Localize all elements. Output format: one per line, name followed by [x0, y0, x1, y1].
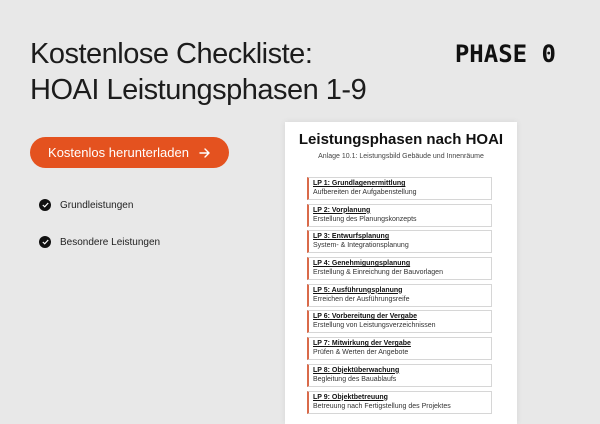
phase-item: [307, 204, 492, 227]
phase-title: LP 9: Objektbetreuung: [313, 393, 388, 401]
phase-title: LP 1: Grundlagenermittlung: [313, 180, 406, 187]
phase-title: LP 6: Vorbereitung der Vergabe: [313, 313, 417, 321]
feature-item: [39, 198, 160, 212]
phase-description: Betreuung nach Fertigstellung des Projektes: [313, 402, 451, 410]
phase-description: Aufbereiten der Aufgabenstellung: [313, 189, 417, 196]
phase-description: Erreichen der Ausführungsreife: [313, 295, 410, 303]
phase-title: LP 2: Vorplanung: [313, 206, 371, 214]
feature-item: [39, 235, 160, 249]
phase-item: [307, 364, 492, 387]
download-button[interactable]: [30, 137, 229, 168]
phase-description: Erstellung & Einreichung der Bauvorlagen: [313, 269, 443, 277]
download-button-label: Kostenlos herunterladen: [48, 145, 189, 160]
phase-item: [307, 257, 492, 280]
brand-logo[interactable]: PHASE 0: [454, 40, 556, 68]
phase-item: [307, 230, 492, 253]
headline-line-2: HOAI Leistungsphasen 1-9: [30, 74, 367, 106]
feature-label: Grundleistungen: [60, 199, 134, 211]
feature-label: Besondere Leistungen: [60, 236, 161, 248]
feature-list: [39, 198, 160, 272]
phase-description: Erstellung des Planungskonzepts: [313, 215, 417, 223]
phase-title: LP 5: Ausführungsplanung: [313, 286, 403, 294]
phase-description: Erstellung von Leistungsverzeichnissen: [313, 322, 436, 330]
phase-item: [307, 337, 492, 360]
check-circle-icon: [39, 236, 51, 248]
document-subtitle: Anlage 10.1: Leistungsbild Gebäude und Innenräume: [318, 153, 484, 160]
page-headline: [30, 36, 366, 108]
phase-list: [307, 177, 492, 417]
arrow-right-icon: [199, 148, 211, 158]
document-title: Leistungsphasen nach HOAI: [298, 131, 504, 148]
phase-item: [307, 391, 492, 414]
phase-title: LP 8: Objektüberwachung: [313, 366, 400, 374]
phase-description: System- & Integrationsplanung: [313, 242, 409, 250]
phase-title: LP 7: Mitwirkung der Vergabe: [313, 340, 411, 348]
phase-item: [307, 177, 492, 200]
phase-title: LP 4: Genehmigungsplanung: [313, 260, 411, 268]
phase-item: [307, 310, 492, 333]
phase-description: Begleitung des Bauablaufs: [313, 375, 397, 383]
checklist-preview-document: [285, 122, 517, 424]
check-circle-icon: [39, 199, 51, 211]
phase-description: Prüfen & Werten der Angebote: [313, 349, 409, 357]
phase-title: LP 3: Entwurfsplanung: [313, 233, 390, 241]
phase-item: [307, 284, 492, 307]
headline-line-1: Kostenlose Checkliste:: [30, 38, 313, 70]
